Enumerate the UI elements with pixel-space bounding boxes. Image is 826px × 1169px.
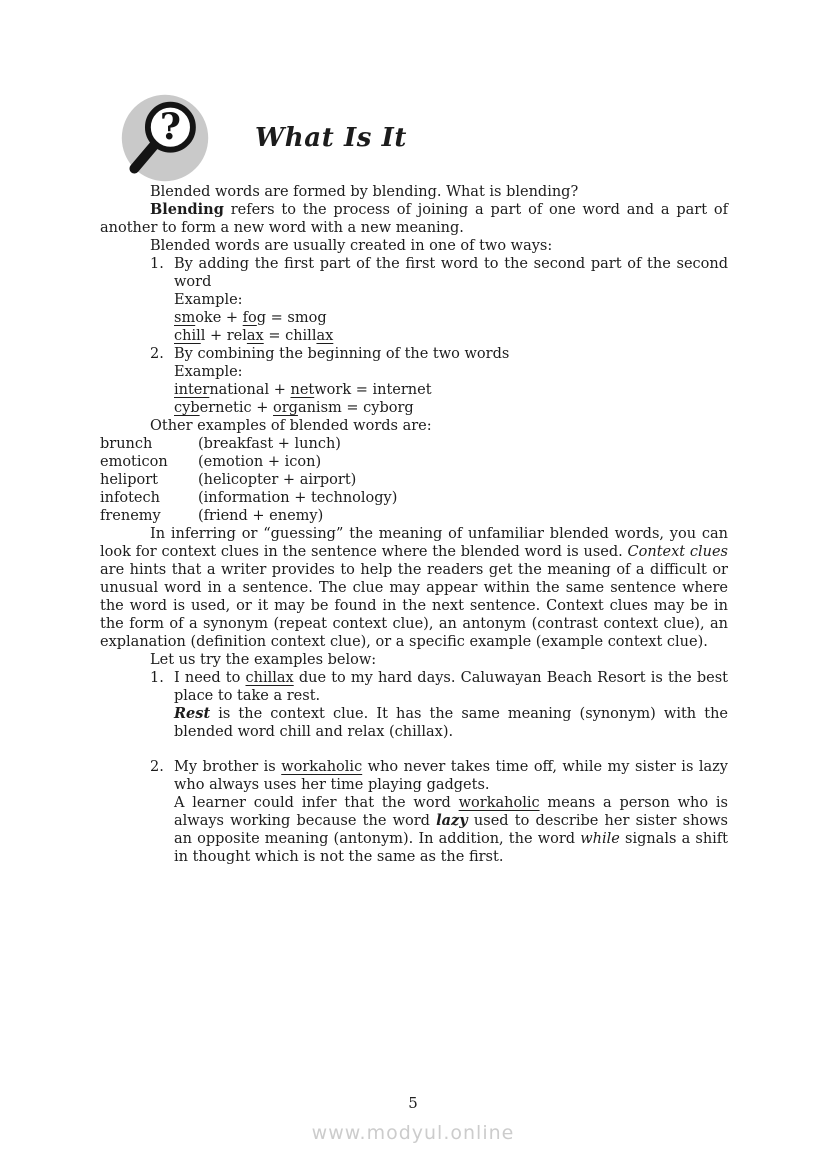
example-line: cybernetic + organism = cyborg: [174, 400, 414, 416]
practice-sentence: My brother is workaholic who never takes time off, while my sister is lazy who always uses her time playing gadgets.: [174, 759, 728, 793]
practice-explanation: Rest is the context clue. It has the same meaning (synonym) with the blended word chill and relax (chillax).: [174, 705, 728, 740]
practice-item: [150, 758, 728, 866]
other-examples-intro: Other examples of blended words are:: [150, 418, 432, 434]
list-item: [150, 345, 728, 417]
blended-word: infotech: [100, 490, 160, 506]
list-item-body: [174, 345, 728, 417]
example-line: international + network = internet: [174, 382, 432, 398]
blended-word: brunch: [100, 436, 153, 452]
practice-item-body: [174, 758, 728, 866]
intro-paragraph-2: Blending refers to the process of joining a part of one word and a part of another to form a new word with a new meaning.: [100, 201, 728, 236]
list-item-body: [174, 255, 728, 345]
blended-word: emoticon: [100, 454, 168, 470]
word-parts: (information + technology): [198, 490, 398, 506]
ways-intro: Blended words are usually created in one of two ways:: [150, 238, 553, 254]
example-label: Example:: [174, 364, 243, 380]
page-number: 5: [408, 1094, 418, 1112]
example-line: smoke + fog = smog: [174, 310, 327, 326]
word-parts: (emotion + icon): [198, 454, 322, 470]
list-marker: 1.: [150, 670, 164, 686]
blended-word: frenemy: [100, 508, 161, 524]
list-marker: 2.: [150, 346, 164, 362]
way-text: By adding the first part of the first word to the second part of the second word: [174, 256, 728, 290]
list-marker: 2.: [150, 759, 164, 775]
watermark-text: www.modyul.online: [311, 1122, 515, 1144]
blended-word-row: [100, 507, 728, 525]
intro-paragraph-1: Blended words are formed by blending. What is blending?: [150, 184, 579, 200]
practice-item-body: [174, 669, 728, 741]
blended-word-row: [100, 471, 728, 489]
blended-word: heliport: [100, 472, 158, 488]
word-parts: (helicopter + airport): [198, 472, 357, 488]
page-content: [0, 183, 826, 866]
practice-item: [150, 669, 728, 741]
blended-word-row: [100, 489, 728, 507]
svg-text:?: ?: [159, 105, 181, 148]
magnifier-question-icon: [120, 93, 210, 183]
page-header: [0, 0, 826, 183]
example-label: Example:: [174, 292, 243, 308]
word-parts: (breakfast + lunch): [198, 436, 341, 452]
page-title: What Is It: [255, 123, 408, 153]
practice-explanation: A learner could infer that the word workaholic means a person who is always working because the word lazy used to describe her sister shows an opposite meaning (antonym). In addition, the word while signals a shift in thought which is not the same as the first.: [174, 795, 728, 865]
list-item: [150, 255, 728, 345]
example-line: chill + relax = chillax: [174, 328, 334, 344]
practice-sentence: I need to chillax due to my hard days. Caluwayan Beach Resort is the best place to take a rest.: [174, 670, 728, 704]
blended-word-row: [100, 435, 728, 453]
blended-word-row: [100, 453, 728, 471]
word-parts: (friend + enemy): [198, 508, 324, 524]
context-clues-paragraph: In inferring or “guessing” the meaning of unfamiliar blended words, you can look for context clues in the sentence where the blended word is used. Context clues are hints that a writer provides to help the readers get the meaning of a difficult or unusual word in a sentence. The clue may appear within the same sentence where the word is used, or it may be found in the next sentence. Context clues may be in the form of a synonym (repeat context clue), an antonym (contrast context clue), an explanation (definition context clue), or a specific example (example context clue).: [100, 526, 729, 650]
practice-intro: Let us try the examples below:: [150, 652, 377, 668]
way-text: By combining the beginning of the two words: [174, 346, 510, 362]
list-marker: 1.: [150, 256, 164, 272]
